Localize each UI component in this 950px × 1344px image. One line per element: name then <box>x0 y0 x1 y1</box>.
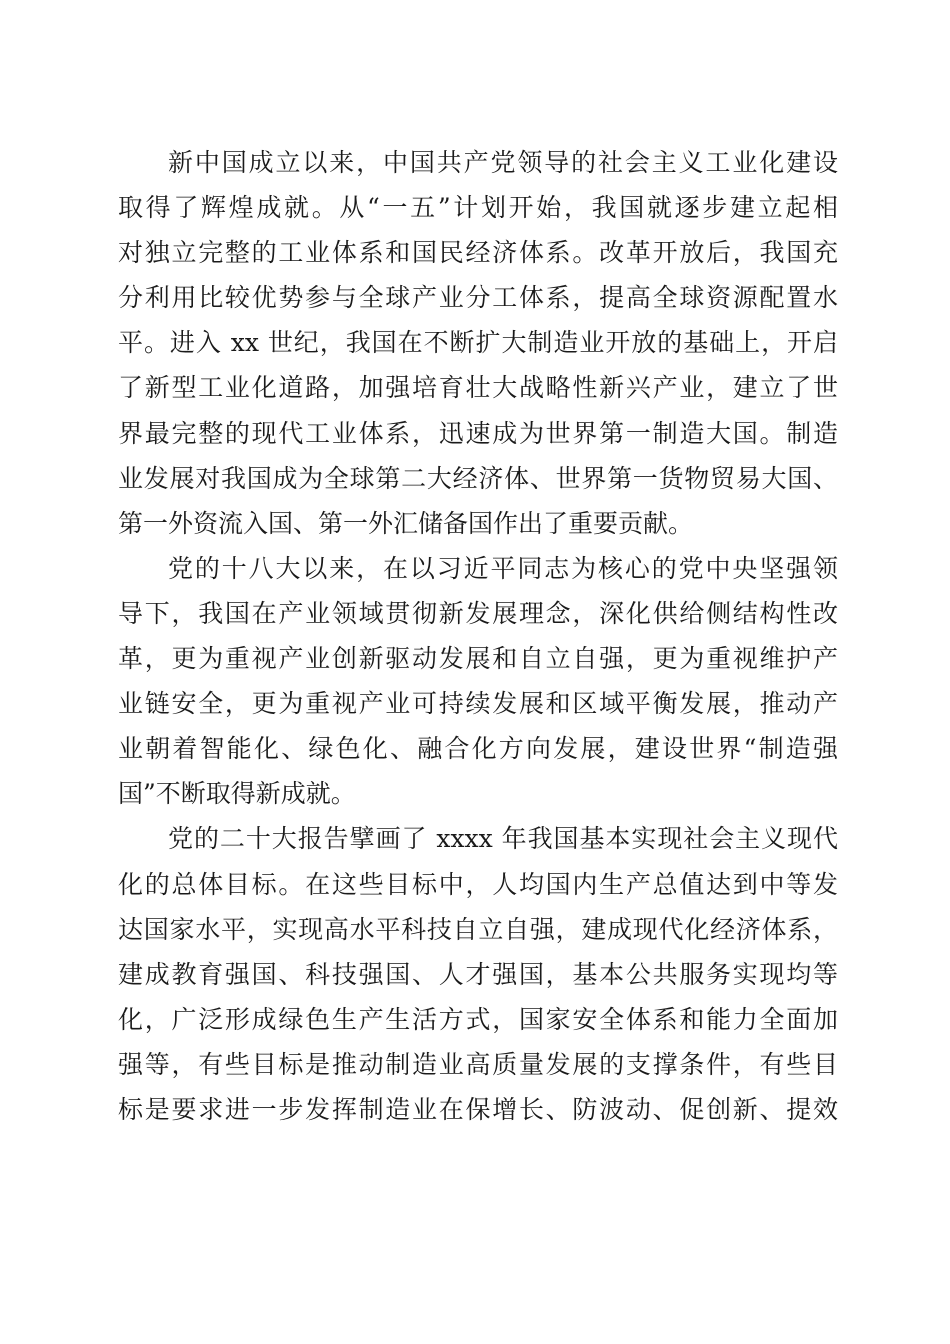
text-line: 取得了辉煌成就。从“一五”计划开始，我国就逐步建立起相 <box>118 193 838 223</box>
text-line: 党的二十大报告擘画了 xxxx 年我国基本实现社会主义现代 <box>168 824 838 854</box>
text-line: 平。进入 xx 世纪，我国在不断扩大制造业开放的基础上，开启 <box>118 328 838 358</box>
text-line: 了新型工业化道路，加强培育壮大战略性新兴产业，建立了世 <box>118 373 838 403</box>
body-text <box>118 140 838 1132</box>
text-line: 标是要求进一步发挥制造业在保增长、防波动、促创新、提效 <box>118 1094 838 1124</box>
text-line: 第一外资流入国、第一外汇储备国作出了重要贡献。 <box>118 508 694 538</box>
text-line: 业朝着智能化、绿色化、融合化方向发展，建设世界“制造强 <box>118 734 838 764</box>
text-line: 达国家水平，实现高水平科技自立自强，建成现代化经济体系， <box>118 914 838 944</box>
text-line: 革，更为重视产业创新驱动发展和自立自强，更为重视维护产 <box>118 644 838 674</box>
text-line: 建成教育强国、科技强国、人才强国，基本公共服务实现均等 <box>118 959 838 989</box>
text-line: 业发展对我国成为全球第二大经济体、世界第一货物贸易大国、 <box>118 463 838 493</box>
text-line: 党的十八大以来，在以习近平同志为核心的党中央坚强领 <box>168 553 838 583</box>
text-line: 强等，有些目标是推动制造业高质量发展的支撑条件，有些目 <box>118 1049 838 1079</box>
text-line: 对独立完整的工业体系和国民经济体系。改革开放后，我国充 <box>118 238 838 268</box>
paragraph-3 <box>118 816 838 1132</box>
paragraph-2 <box>118 546 838 817</box>
paragraph-1 <box>118 140 838 546</box>
text-line: 国”不断取得新成就。 <box>118 779 356 809</box>
text-line: 化的总体目标。在这些目标中，人均国内生产总值达到中等发 <box>118 869 838 899</box>
text-line: 新中国成立以来，中国共产党领导的社会主义工业化建设 <box>168 148 838 177</box>
text-line: 业链安全，更为重视产业可持续发展和区域平衡发展，推动产 <box>118 689 838 719</box>
text-line: 界最完整的现代工业体系，迅速成为世界第一制造大国。制造 <box>118 418 838 448</box>
text-line: 分利用比较优势参与全球产业分工体系，提高全球资源配置水 <box>118 283 838 313</box>
text-line: 化，广泛形成绿色生产生活方式，国家安全体系和能力全面加 <box>118 1004 838 1034</box>
text-line: 导下，我国在产业领域贯彻新发展理念，深化供给侧结构性改 <box>118 598 838 628</box>
